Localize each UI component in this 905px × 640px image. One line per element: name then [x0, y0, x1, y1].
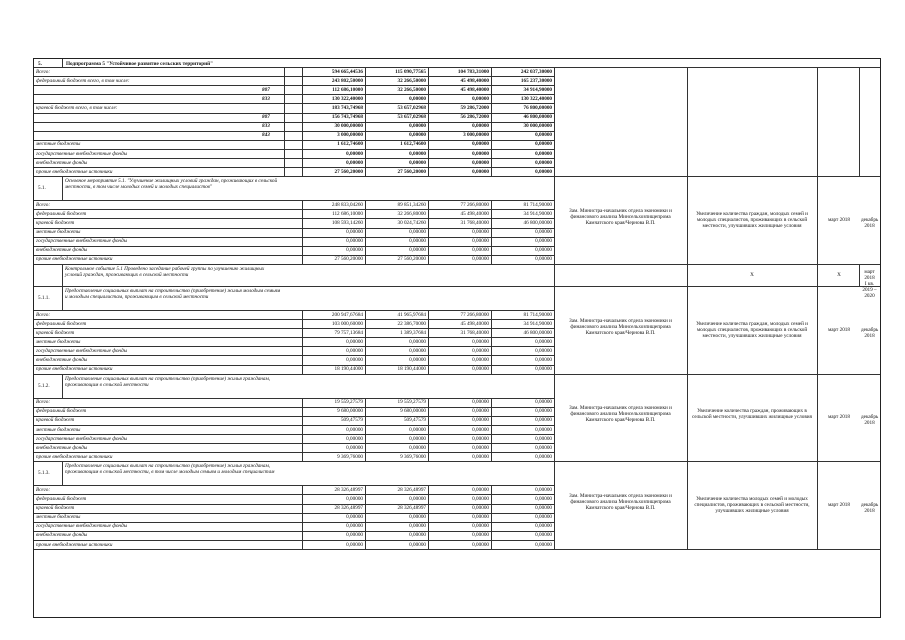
row-value: 28 326,48997	[397, 505, 426, 512]
row-value: 0,00000	[535, 229, 552, 236]
summary-value: 0,00000	[535, 141, 552, 148]
row-value: 0,00000	[472, 238, 489, 245]
row-value: 0,00000	[472, 338, 489, 345]
row-value: 1 389,37684	[400, 329, 426, 336]
activity-number: 5.1.3.	[38, 470, 50, 477]
row-label: Всего:	[36, 399, 51, 406]
row-value: 0,00000	[346, 435, 363, 442]
responsible-executor: Зам. Министра-начальник отдела экономики и финансового анализа Минсельхозпищепрома Камчатского края/Чернова В.П.	[569, 405, 672, 424]
row-value: 0,00000	[346, 496, 363, 502]
row-value: 0,00000	[346, 229, 363, 236]
column-divider	[62, 461, 63, 485]
row-value: 19 559,27579	[334, 399, 363, 406]
row-divider	[554, 374, 880, 375]
summary-value: 0,00000	[535, 168, 552, 175]
column-divider	[428, 200, 429, 264]
row-label: государственные внебюджетные фонды	[36, 238, 128, 245]
column-divider	[62, 176, 63, 200]
row-value: 0,00000	[409, 541, 426, 548]
row-value: 0,00000	[346, 532, 363, 539]
row-value: 0,00000	[535, 399, 552, 406]
row-label: федеральный бюджет	[36, 496, 87, 502]
activity-title: Предоставление социальных выплат на строительство (приобретение) жилья молодым семьям и молодым специалистам, проживающим в сельской местности	[65, 287, 281, 300]
row-value: 28 326,48997	[334, 505, 363, 512]
row-value: 0,00000	[535, 357, 552, 363]
row-value: 46 800,00000	[523, 329, 552, 336]
start-date: март 2018	[827, 326, 850, 333]
row-value: 0,00000	[472, 357, 489, 363]
row-label: местные бюджеты	[36, 426, 81, 433]
row-value: 27 560,20000	[334, 256, 363, 263]
row-value: 0,00000	[535, 486, 552, 493]
summary-label: государственные внебюджетные фонды	[36, 150, 128, 157]
column-divider	[302, 67, 303, 176]
activity-number: 5.1.2.	[38, 382, 50, 389]
row-divider	[554, 549, 880, 550]
row-value: 112 686,10000	[332, 210, 363, 217]
row-value: 0,00000	[535, 514, 552, 521]
row-label: прочие внебюджетные источники	[36, 453, 113, 460]
row-value: 0,00000	[535, 338, 552, 345]
column-divider	[62, 374, 63, 398]
column-divider	[554, 286, 555, 374]
summary-value: 0,00000	[472, 141, 489, 148]
row-label: прочие внебюджетные источники	[36, 256, 113, 263]
column-divider	[365, 200, 366, 264]
responsible-executor: Зам. Министра-начальник отдела экономики и финансового анализа Минсельхозпищепрома Камчатского края/Чернова В.П.	[569, 208, 672, 227]
summary-value: 0,00000	[472, 123, 489, 130]
row-label: прочие внебюджетные источники	[36, 366, 113, 373]
summary-value: 242 037,30000	[520, 68, 552, 75]
column-divider	[859, 264, 860, 286]
row-value: 0,00000	[535, 347, 552, 354]
row-value: 0,00000	[346, 238, 363, 245]
row-value: 0,00000	[472, 417, 489, 424]
row-value: 31 768,40000	[460, 220, 489, 226]
summary-value: 243 802,50000	[331, 77, 363, 84]
row-value: 0,00000	[409, 514, 426, 521]
row-value: 108 593,14260	[331, 220, 363, 226]
row-value: 77 266,80000	[460, 201, 489, 208]
row-value: 0,00000	[472, 408, 489, 415]
row-label: местные бюджеты	[36, 514, 81, 521]
summary-value: 32 266,50000	[397, 86, 426, 93]
row-value: 31 768,40000	[460, 329, 489, 336]
column-divider	[817, 264, 818, 286]
row-value: 0,00000	[472, 496, 489, 502]
row-value: 0,00000	[472, 435, 489, 442]
summary-code: 807	[262, 114, 270, 121]
row-value: 0,00000	[472, 256, 489, 263]
column-divider	[302, 398, 303, 462]
column-divider	[817, 176, 818, 264]
row-value: 0,00000	[409, 229, 426, 236]
column-divider	[687, 264, 688, 286]
row-value: 0,00000	[346, 338, 363, 345]
row-value: 0,00000	[472, 486, 489, 493]
summary-value: 0,00000	[472, 168, 489, 175]
row-value: 0,00000	[409, 338, 426, 345]
row-value: 0,00000	[346, 444, 363, 451]
row-label: краевой бюджет	[36, 220, 75, 226]
summary-value: 45 498,40000	[460, 86, 489, 93]
row-value: 0,00000	[472, 453, 489, 460]
summary-value: 104 783,31000	[457, 68, 489, 75]
row-label: Всего:	[36, 486, 51, 493]
row-value: 0,00000	[472, 541, 489, 548]
row-divider	[554, 176, 880, 177]
summary-value: 32 266,50000	[397, 77, 426, 84]
row-value: 0,00000	[346, 426, 363, 433]
row-value: 32 266,80000	[397, 210, 426, 217]
row-value: 9 369,76000	[337, 453, 363, 460]
row-value: 0,00000	[346, 523, 363, 530]
row-value: 0,00000	[535, 523, 552, 530]
row-label: краевой бюджет	[36, 329, 75, 336]
row-value: 0,00000	[409, 347, 426, 354]
column-divider	[687, 67, 688, 176]
column-divider	[302, 310, 303, 374]
summary-value: 0,00000	[346, 159, 363, 166]
row-label: краевой бюджет	[36, 417, 75, 424]
row-value: 0,00000	[409, 444, 426, 451]
column-divider	[817, 286, 818, 374]
row-value: 45 498,40000	[460, 320, 489, 327]
summary-value: 0,00000	[472, 159, 489, 166]
row-value: 248 833,04260	[331, 201, 363, 208]
row-value: 34 914,90000	[523, 210, 552, 217]
activity-title: Контрольное событие 5.1 Проведено заседание рабочей группы по улучшению жилищных условий граждан, проживающих в сельской местности	[65, 265, 265, 278]
row-divider	[554, 286, 880, 287]
expected-result: Увеличение количества граждан, молодых семей и молодых специалистов, проживающих в сельской местности, улучшивших жилищные условия	[696, 320, 808, 339]
row-value: 22 386,70000	[397, 320, 426, 327]
end-date: декабрь 2018	[861, 502, 879, 515]
row-value: 0,00000	[472, 523, 489, 530]
column-divider	[687, 461, 688, 549]
row-value: 34 914,90000	[523, 320, 552, 327]
row-value: 0,00000	[535, 366, 552, 373]
column-divider	[62, 264, 63, 286]
expected-result: Увеличение количества граждан, проживающих в сельской местности, улучшивших жилищные условия	[692, 408, 812, 421]
row-divider	[554, 461, 880, 462]
row-value: 27 560,20000	[397, 256, 426, 263]
summary-value: 0,00000	[409, 123, 426, 130]
row-value: 0,00000	[535, 505, 552, 512]
row-value: 0,00000	[472, 426, 489, 433]
responsible-executor: Зам. Министра-начальник отдела экономики и финансового анализа Минсельхозпищепрома Камчатского края/Чернова В.П.	[569, 317, 672, 336]
row-label: местные бюджеты	[36, 338, 81, 345]
summary-value: 0,00000	[535, 132, 552, 139]
column-divider	[365, 310, 366, 374]
row-value: 19 559,27579	[397, 399, 426, 406]
column-divider	[365, 67, 366, 176]
column-divider	[687, 286, 688, 374]
row-value: 0,00000	[472, 532, 489, 539]
row-value: 0,00000	[409, 238, 426, 245]
row-value: 0,00000	[535, 453, 552, 460]
row-label: внебюджетные фонды	[36, 532, 88, 539]
summary-value: 0,00000	[472, 95, 489, 102]
responsible-executor: Зам. Министра-начальник отдела экономики и финансового анализа Минсельхозпищепрома Камчатского края/Чернова В.П.	[569, 493, 672, 512]
column-divider	[554, 264, 555, 286]
summary-value: 3 000,00000	[337, 132, 363, 139]
row-divider	[34, 374, 554, 375]
row-value: 79 757,13684	[334, 329, 363, 336]
row-value: 0,00000	[346, 357, 363, 363]
activity-number: 5.1.	[38, 185, 46, 192]
summary-label: прочие внебюджетные источники	[36, 168, 113, 175]
summary-value: 156 743,74968	[331, 114, 363, 121]
summary-value: 165 237,30000	[520, 77, 552, 84]
activity-title: Предоставление социальных выплат на строительство (приобретение) жилья гражданам, проживающим в сельской местности	[65, 375, 271, 388]
summary-code: 843	[262, 132, 270, 139]
summary-value: 594 665,44536	[331, 68, 363, 75]
row-label: краевой бюджет	[36, 505, 75, 512]
summary-value: 3 000,00000	[463, 132, 489, 139]
activity-title: Основное мероприятие 5.1. "Улучшение жилищных условий граждан, проживающих в сельской местности, в том числе молодых семей и молодых специалистов"	[65, 178, 278, 191]
row-divider	[34, 264, 554, 265]
row-label: государственные внебюджетные фонды	[36, 347, 128, 354]
row-label: внебюджетные фонды	[36, 444, 88, 451]
activity-number: 5.1.1.	[38, 294, 50, 301]
row-value: 89 851,34260	[397, 201, 426, 208]
row-label: государственные внебюджетные фонды	[36, 523, 128, 530]
summary-value: 27 560,20000	[334, 168, 363, 175]
row-value: 9 369,76000	[400, 453, 426, 460]
summary-value: 56 286,72000	[460, 114, 489, 121]
row-label: федеральный бюджет	[36, 210, 87, 217]
summary-value: 34 914,90000	[523, 86, 552, 93]
row-value: 0,00000	[535, 417, 552, 424]
summary-value: 0,00000	[409, 95, 426, 102]
summary-value: 53 657,02968	[397, 114, 426, 121]
start-date: X	[837, 271, 841, 278]
summary-label: краевой бюджет всего, в том числе:	[36, 105, 118, 111]
column-divider	[491, 485, 492, 549]
expected-result: Увеличение количества граждан, молодых семей и молодых специалистов, проживающих в сельской местности, улучшивших жилищные условия	[696, 211, 808, 230]
row-value: 509,47579	[340, 417, 363, 424]
end-date: декабрь 2018	[861, 326, 879, 339]
row-value: 0,00000	[409, 523, 426, 530]
row-value: 0,00000	[472, 366, 489, 373]
row-value: 18 190,44000	[334, 366, 363, 373]
row-label: местные бюджеты	[36, 229, 81, 236]
budget-table	[33, 58, 881, 618]
row-value: 45 498,40000	[460, 210, 489, 217]
summary-value: 0,00000	[409, 132, 426, 139]
row-value: 81 714,90000	[523, 201, 552, 208]
row-value: 0,00000	[535, 256, 552, 263]
summary-value: 115 090,77565	[395, 68, 426, 75]
row-value: 28 326,48997	[397, 486, 426, 493]
summary-code: 833	[262, 95, 270, 102]
summary-value: 46 800,00000	[523, 114, 552, 121]
column-divider	[554, 176, 555, 264]
column-divider	[687, 374, 688, 462]
column-divider	[302, 200, 303, 264]
column-divider	[687, 176, 688, 264]
row-value: 0,00000	[535, 532, 552, 539]
summary-value: 0,00000	[535, 159, 552, 166]
column-divider	[365, 485, 366, 549]
row-value: 0,00000	[472, 247, 489, 254]
row-value: 0,00000	[535, 444, 552, 451]
row-value: 0,00000	[535, 238, 552, 245]
summary-value: 0,00000	[472, 150, 489, 157]
row-value: 0,00000	[346, 247, 363, 254]
row-value: 9 680,00000	[400, 408, 426, 415]
summary-value: 59 286,72000	[460, 105, 489, 111]
column-divider	[428, 67, 429, 176]
summary-value: 130 322,40000	[331, 95, 363, 102]
summary-value: 1 612,74600	[400, 141, 426, 148]
row-value: 18 190,44000	[397, 366, 426, 373]
row-label: государственные внебюджетные фонды	[36, 435, 128, 442]
summary-code: 833	[262, 123, 270, 130]
summary-label: Всего:	[36, 68, 51, 75]
summary-label: внебюджетные фонды	[36, 159, 88, 166]
start-date: март 2018	[827, 414, 850, 421]
column-divider	[817, 461, 818, 549]
summary-value: 30 000,00000	[523, 123, 552, 130]
row-value: 0,00000	[472, 505, 489, 512]
summary-value: 27 560,20000	[397, 168, 426, 175]
row-value: 46 800,00000	[523, 220, 552, 226]
row-value: 0,00000	[472, 229, 489, 236]
row-value: 9 680,00000	[337, 408, 363, 415]
row-value: 0,00000	[409, 532, 426, 539]
row-label: внебюджетные фонды	[36, 247, 88, 254]
summary-value: 0,00000	[535, 150, 552, 157]
summary-value: 0,00000	[409, 159, 426, 166]
column-divider	[62, 286, 63, 310]
row-value: 0,00000	[409, 426, 426, 433]
summary-value: 30 000,00000	[334, 123, 363, 130]
row-value: 77 266,80000	[460, 311, 489, 318]
expected-result: Увеличение количества молодых семей и молодых специалистов, проживающих в сельской местности, улучшивших жилищные условия	[694, 496, 810, 515]
row-value: 0,00000	[535, 496, 552, 502]
row-label: Всего:	[36, 311, 51, 318]
row-value: 30 024,74260	[397, 220, 426, 226]
column-divider	[428, 485, 429, 549]
column-divider	[554, 374, 555, 462]
row-value: 0,00000	[346, 347, 363, 354]
row-value: 28 326,48997	[334, 486, 363, 493]
summary-value: 1 612,74600	[337, 141, 363, 148]
column-divider	[491, 310, 492, 374]
row-value: 0,00000	[472, 514, 489, 521]
row-value: 200 947,67684	[331, 311, 363, 318]
column-divider	[554, 67, 555, 176]
end-date: декабрь 2018	[861, 217, 879, 230]
row-value: 0,00000	[535, 247, 552, 254]
row-value: 0,00000	[346, 514, 363, 521]
summary-label: местные бюджеты	[36, 141, 81, 148]
column-divider	[284, 67, 285, 176]
row-label: федеральный бюджет	[36, 408, 87, 415]
summary-value: 130 322,40000	[520, 95, 552, 102]
summary-value: 53 657,02968	[397, 105, 426, 111]
column-divider	[554, 461, 555, 549]
row-value: 0,00000	[409, 357, 426, 363]
row-value: 0,00000	[535, 541, 552, 548]
summary-value: 112 686,10000	[332, 86, 363, 93]
section-number: 5.	[38, 60, 42, 67]
row-divider	[34, 286, 554, 287]
start-date: март 2018	[827, 217, 850, 224]
column-divider	[817, 67, 818, 176]
row-value: 0,00000	[472, 399, 489, 406]
row-value: 0,00000	[409, 247, 426, 254]
end-date: март 2018 I кв. 2019 – 2020	[862, 268, 877, 299]
column-divider	[491, 67, 492, 176]
row-value: 0,00000	[409, 496, 426, 502]
row-value: 0,00000	[472, 347, 489, 354]
summary-value: 0,00000	[346, 150, 363, 157]
summary-value: 76 800,00000	[523, 105, 552, 111]
activity-title: Предоставление социальных выплат на строительство (приобретение) жилья гражданам, проживающим в сельской местности, в том числе молодым семьям и молодым специалистам	[65, 463, 275, 476]
column-divider	[365, 398, 366, 462]
column-divider	[859, 67, 860, 176]
summary-code: 807	[262, 86, 270, 93]
column-divider	[62, 59, 63, 67]
row-label: внебюджетные фонды	[36, 357, 88, 363]
column-divider	[302, 485, 303, 549]
column-divider	[491, 398, 492, 462]
expected-result: X	[750, 271, 754, 278]
row-value: 509,47579	[403, 417, 426, 424]
row-divider	[554, 264, 880, 265]
column-divider	[428, 310, 429, 374]
start-date: март 2018	[827, 502, 850, 509]
row-value: 0,00000	[535, 435, 552, 442]
summary-label: федеральный бюджет всего, в том числе:	[36, 77, 130, 84]
row-value: 0,00000	[535, 408, 552, 415]
row-value: 0,00000	[346, 541, 363, 548]
row-value: 41 965,97684	[397, 311, 426, 318]
row-value: 81 714,90000	[523, 311, 552, 318]
row-divider	[34, 549, 554, 550]
column-divider	[491, 200, 492, 264]
row-label: федеральный бюджет	[36, 320, 87, 327]
summary-value: 0,00000	[409, 150, 426, 157]
column-divider	[428, 398, 429, 462]
section-title: Подпрограмма 5 "Устойчивое развитие сельских территорий"	[66, 60, 213, 67]
row-label: Всего:	[36, 201, 51, 208]
row-value: 0,00000	[409, 435, 426, 442]
row-value: 0,00000	[535, 426, 552, 433]
column-divider	[817, 374, 818, 462]
row-value: 0,00000	[472, 444, 489, 451]
row-value: 103 000,60000	[331, 320, 363, 327]
end-date: декабрь 2018	[861, 414, 879, 427]
summary-value: 183 743,74968	[331, 105, 363, 111]
summary-value: 45 498,40000	[460, 77, 489, 84]
row-label: прочие внебюджетные источники	[36, 541, 113, 548]
